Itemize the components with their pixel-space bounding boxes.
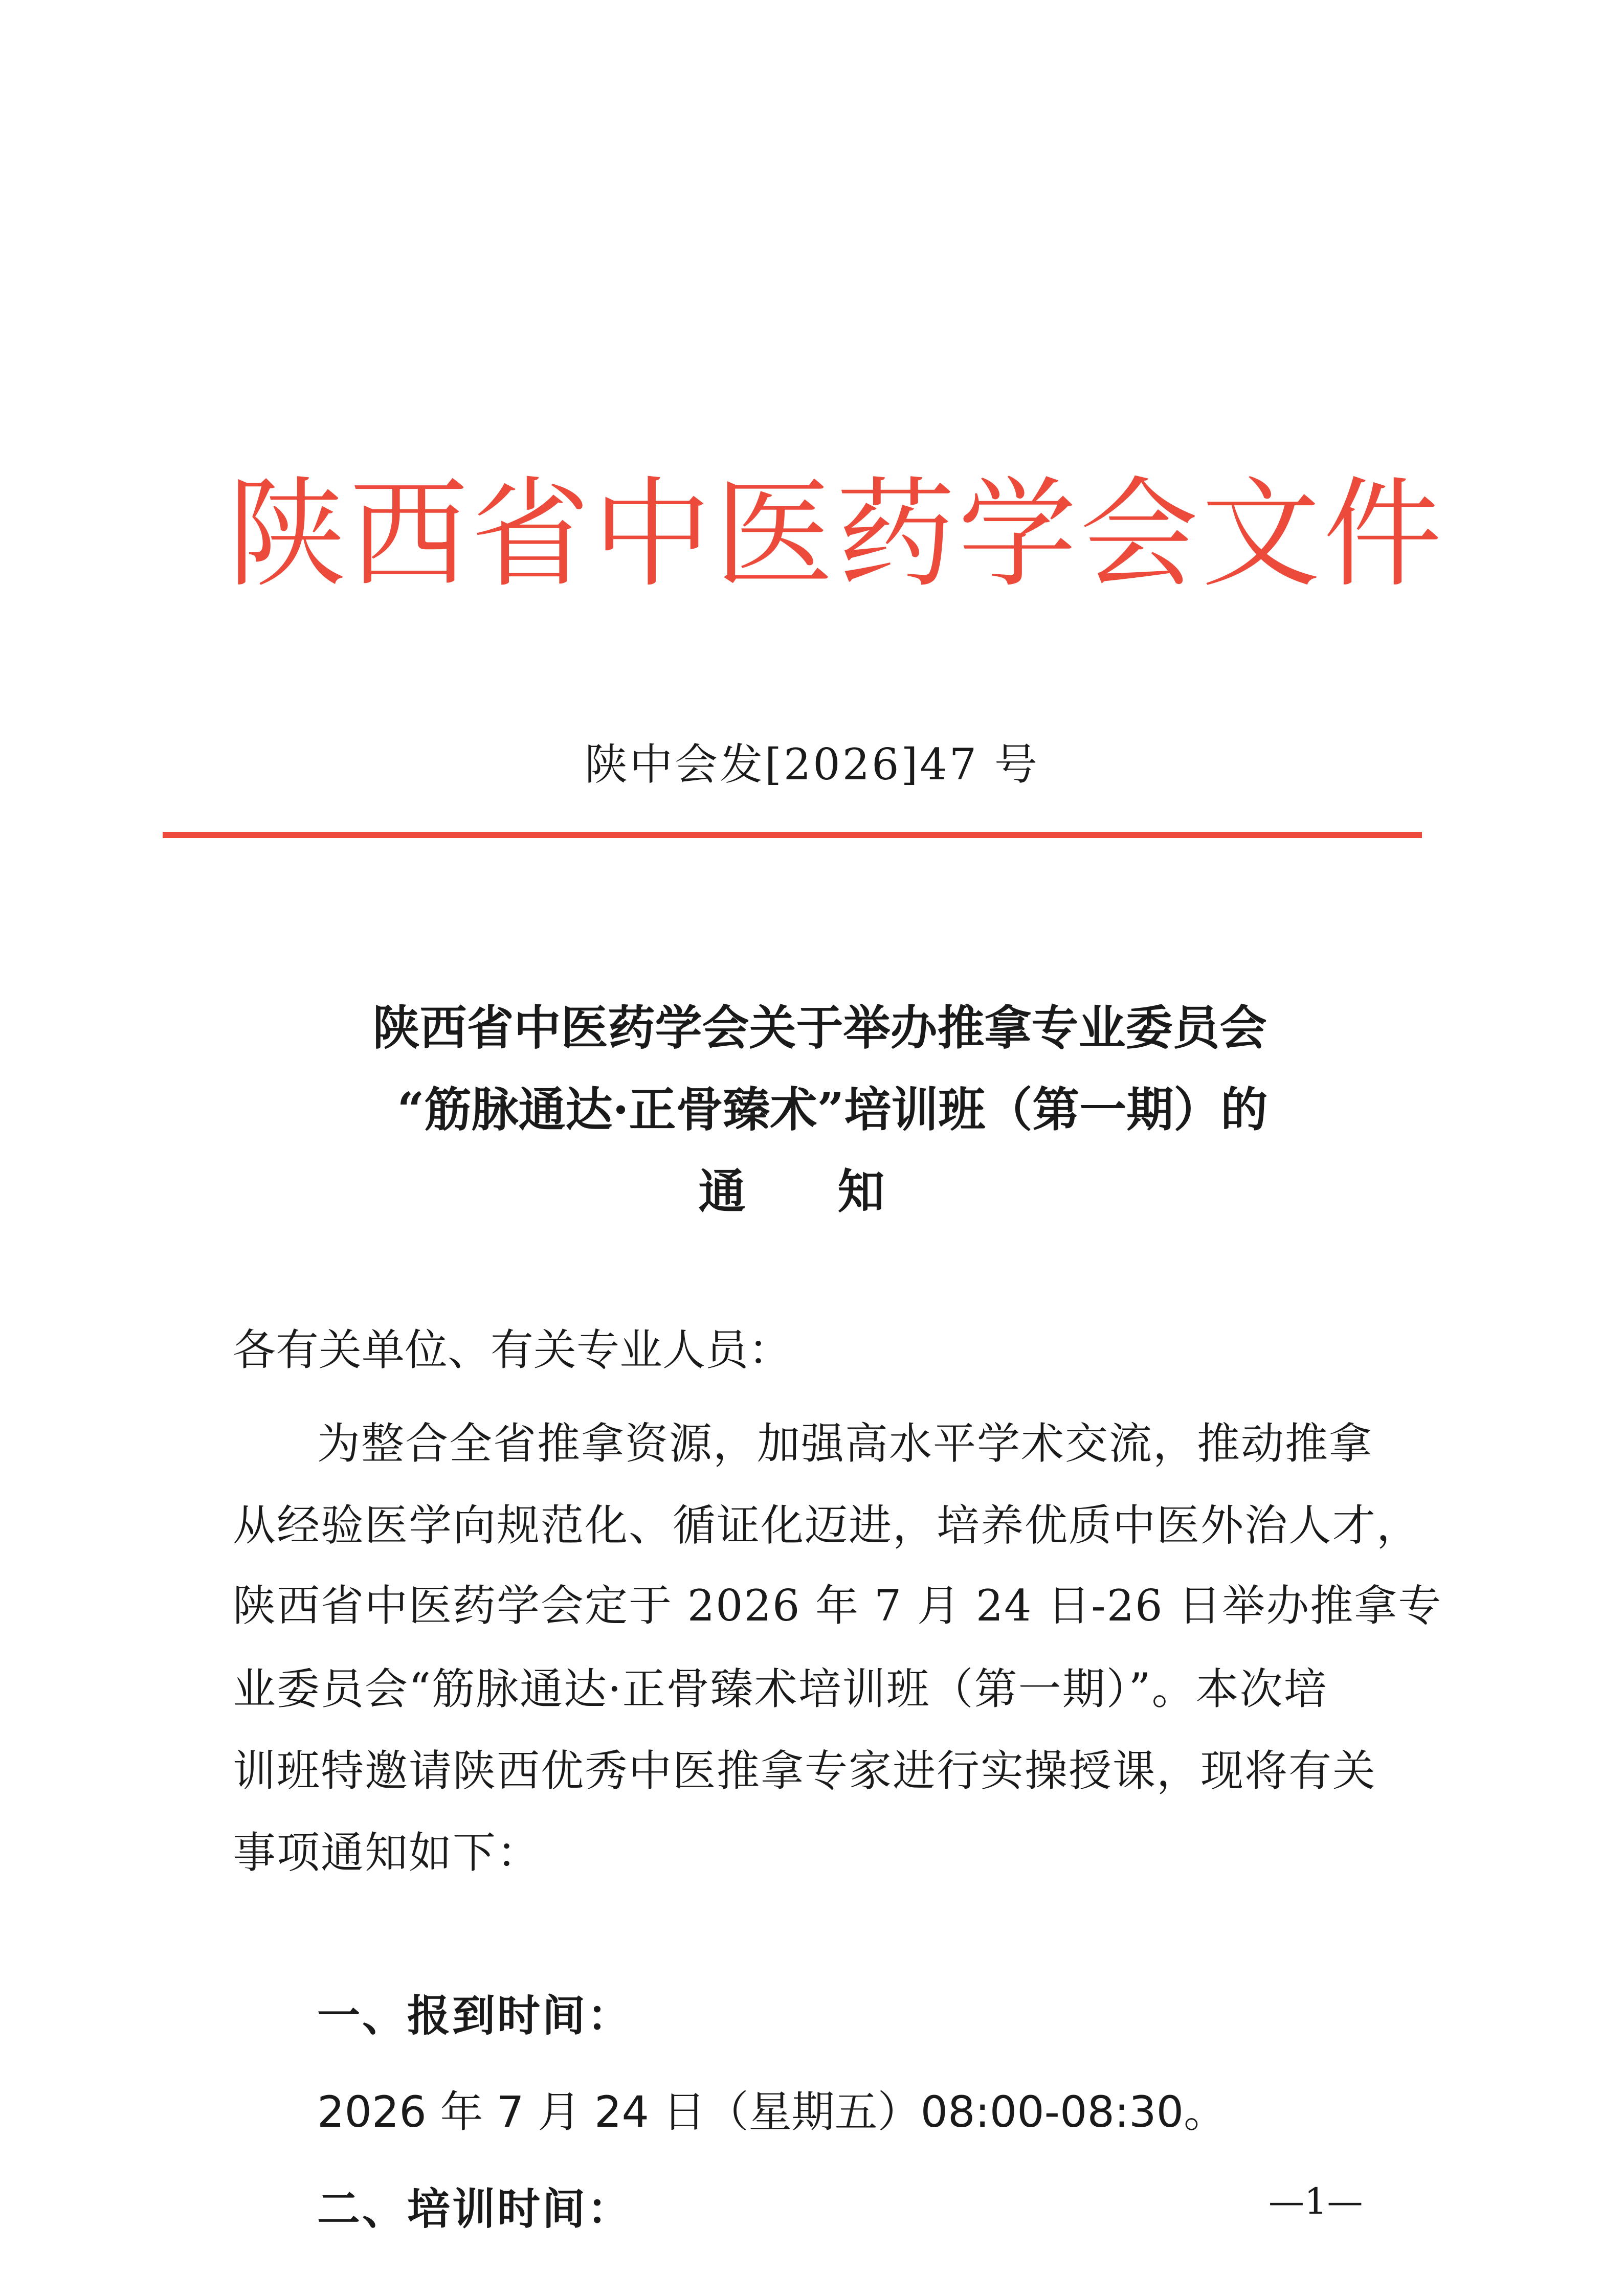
- section-1-heading: 一、报到时间：: [317, 1990, 633, 2041]
- paragraph-line: 事项通知如下：: [233, 1828, 541, 1878]
- salutation: 各有关单位、有关专业人员：: [233, 1325, 792, 1375]
- notice-title-line-3: 通知: [698, 1164, 977, 1219]
- header-red-divider: [163, 832, 1422, 838]
- paragraph-line: 业委员会“筋脉通达·正骨臻术培训班（第一期）”。本次培: [233, 1664, 1328, 1714]
- paragraph-line: 从经验医学向规范化、循证化迈进，培养优质中医外治人才，: [233, 1500, 1421, 1550]
- page-number: —1—: [1269, 2180, 1363, 2222]
- paragraph-line: 训班特邀请陕西优秀中医推拿专家进行实操授课，现将有关: [233, 1746, 1377, 1796]
- paragraph-line: 陕西省中医药学会定于 2026 年 7 月 24 日-26 日举办推拿专: [233, 1581, 1442, 1631]
- section-2-heading: 二、培训时间：: [317, 2184, 633, 2234]
- notice-title-line-2: “筋脉通达·正骨臻术”培训班（第一期）的: [397, 1082, 1268, 1137]
- section-1-content: 2026 年 7 月 24 日（星期五）08:00-08:30。: [317, 2087, 1227, 2137]
- paragraph-line: 为整合全省推拿资源，加强高水平学术交流，推动推拿: [317, 1419, 1373, 1469]
- document-number: 陕中会发[2026]47 号: [585, 739, 1039, 790]
- document-header-title: 陕西省中医药学会文件: [228, 465, 1445, 603]
- notice-title-line-1: 陕西省中医药学会关于举办推拿专业委员会: [372, 1000, 1267, 1055]
